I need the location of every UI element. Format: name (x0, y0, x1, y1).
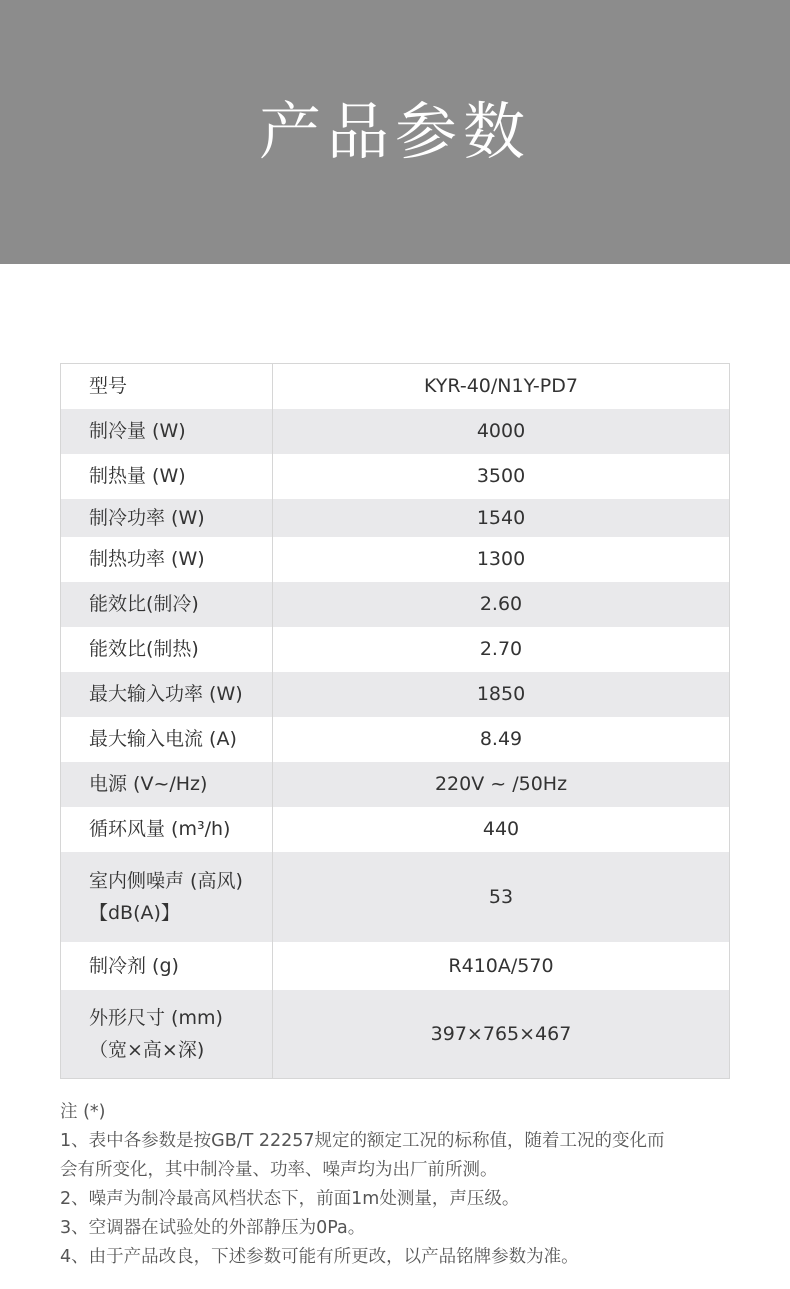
table-row (61, 364, 730, 409)
spec-label-line: 外形尺寸 (mm) (89, 1006, 223, 1029)
spec-label: 制冷量 (W) (61, 409, 273, 454)
table-row (61, 409, 730, 454)
spec-label: 最大输入功率 (W) (61, 672, 273, 717)
spec-label: 循环风量 (m³/h) (61, 807, 273, 852)
spec-value: 220V ~ /50Hz (273, 762, 730, 807)
spec-value: 8.49 (273, 717, 730, 762)
note-line: 会有所变化，其中制冷量、功率、噪声均为出厂前所测。 (60, 1160, 498, 1180)
table-row (61, 627, 730, 672)
table-row (61, 672, 730, 717)
spec-label (61, 852, 273, 942)
spec-value: 397×765×467 (273, 990, 730, 1079)
spec-label: 制冷功率 (W) (61, 499, 273, 537)
note-line: 4、由于产品改良，下述参数可能有所更改，以产品铭牌参数为准。 (60, 1247, 579, 1267)
spec-value: 3500 (273, 454, 730, 499)
table-row (61, 762, 730, 807)
spec-value: 440 (273, 807, 730, 852)
notes-section (60, 1098, 760, 1272)
table-row (61, 582, 730, 627)
spec-value: 4000 (273, 409, 730, 454)
spec-value: 2.70 (273, 627, 730, 672)
spec-label: 制冷剂 (g) (61, 942, 273, 990)
spec-label: 能效比(制冷) (61, 582, 273, 627)
spec-value: 1540 (273, 499, 730, 537)
table-row (61, 717, 730, 762)
page-title: 产品参数 (258, 95, 531, 168)
note-line: 3、空调器在试验处的外部静压为0Pa。 (60, 1218, 366, 1238)
table-row (61, 537, 730, 582)
notes-heading: 注 (*) (60, 1102, 106, 1122)
spec-label: 型号 (61, 364, 273, 409)
note-line: 1、表中各参数是按GB/T 22257规定的额定工况的标称值，随着工况的变化而 (60, 1131, 665, 1151)
table-row (61, 990, 730, 1079)
spec-value: KYR-40/N1Y-PD7 (273, 364, 730, 409)
table-row (61, 807, 730, 852)
spec-value: 2.60 (273, 582, 730, 627)
header-banner (0, 0, 790, 264)
table-row (61, 454, 730, 499)
spec-value: 1300 (273, 537, 730, 582)
spec-label: 最大输入电流 (A) (61, 717, 273, 762)
spec-value: R410A/570 (273, 942, 730, 990)
spec-label-line: 室内侧噪声 (高风) (89, 869, 243, 892)
spec-label: 制热功率 (W) (61, 537, 273, 582)
table-row (61, 852, 730, 942)
spec-label: 制热量 (W) (61, 454, 273, 499)
spec-label: 电源 (V~/Hz) (61, 762, 273, 807)
spec-label-unit: （宽×高×深) (89, 1038, 205, 1061)
table-row (61, 499, 730, 537)
table-row (61, 942, 730, 990)
note-line: 2、噪声为制冷最高风档状态下，前面1m处测量，声压级。 (60, 1189, 520, 1209)
spec-value: 1850 (273, 672, 730, 717)
spec-label: 能效比(制热) (61, 627, 273, 672)
spec-table (60, 363, 730, 1079)
spec-label-unit: 【dB(A)】 (89, 901, 180, 924)
spec-label (61, 990, 273, 1079)
spec-value: 53 (273, 852, 730, 942)
